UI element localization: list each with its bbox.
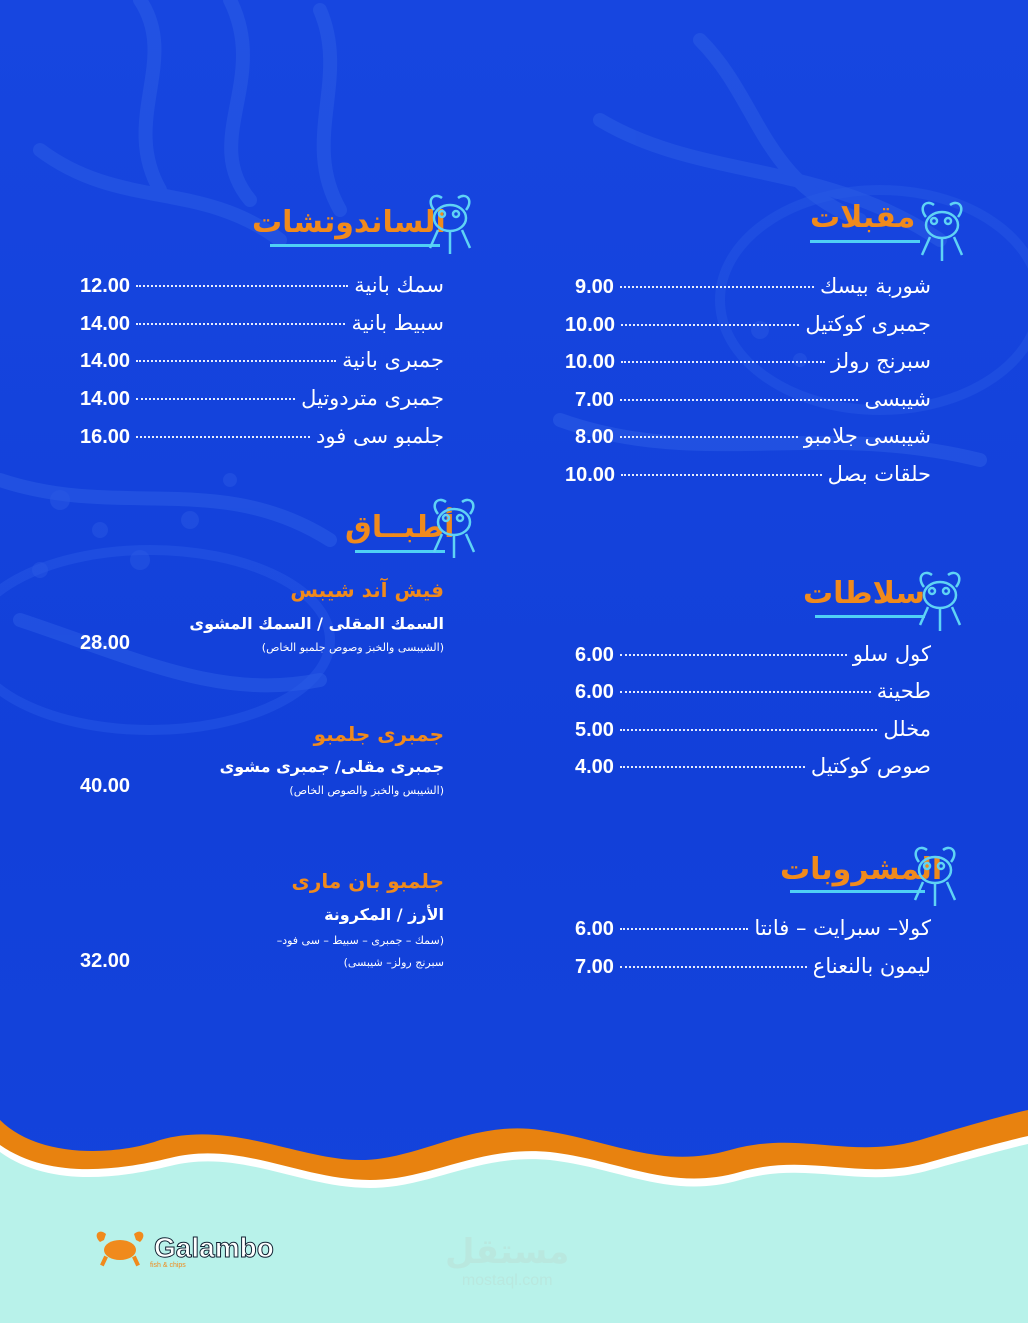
list-item: كول سلو 6.00 [575, 642, 931, 666]
dish-description: السمك المقلى / السمك المشوى [189, 614, 444, 633]
list-item: جلمبو سى فود 16.00 [80, 424, 444, 448]
list-item: جمبرى بانية 14.00 [80, 348, 444, 372]
list-item: كولا– سبرايت – فانتا 6.00 [575, 916, 931, 940]
sandwiches-title: الساندوتشات [252, 205, 446, 240]
salads-title: سلاطات [803, 576, 925, 611]
watermark-url: mostaql.com [461, 1272, 553, 1289]
dish-price: 28.00 [80, 632, 131, 654]
dish-price: 32.00 [80, 950, 131, 972]
sandwiches-underline [270, 244, 440, 247]
list-item: حلقات بصل 10.00 [565, 462, 931, 486]
drinks-title: المشروبات [780, 852, 943, 887]
list-item: شيبسى جلامبو 8.00 [575, 424, 931, 448]
appetizers-underline [810, 240, 920, 243]
list-item: مخلل 5.00 [575, 717, 931, 741]
brand-name: Galambo [154, 1232, 274, 1263]
dish-title: جمبرى جلمبو [313, 722, 444, 746]
dish-note: (الشيبسى والخبز وصوص جلمبو الخاص) [261, 641, 444, 654]
dish-description: جمبرى مقلى/ جمبرى مشوى [219, 757, 444, 776]
dish-description: الأرز / المكرونة [324, 905, 444, 924]
crab-icon [912, 195, 972, 265]
crab-icon [910, 565, 970, 635]
list-item: طحينة 6.00 [575, 679, 931, 703]
crab-icon [905, 840, 965, 910]
list-item: شوربة بيسك 9.00 [575, 274, 931, 298]
list-item: سبرنج رولز 10.00 [565, 349, 931, 373]
crab-icon [420, 188, 480, 258]
dishes-title: أطبــاق [345, 510, 455, 545]
salads-underline [815, 615, 925, 618]
dish-note: سبرنج رولز– شيبسى) [343, 956, 444, 969]
brand-tagline: fish & chips [150, 1262, 186, 1269]
appetizers-title: مقبلات [810, 200, 916, 235]
watermark-arabic: مستقل [445, 1232, 570, 1272]
dish-note: (سمك – جمبرى – سبيط – سى فود– [276, 934, 444, 947]
dish-note: (الشيبس والخبز والصوص الخاص) [289, 784, 444, 797]
watermark [445, 1232, 569, 1290]
dish-title: فيش آند شيبس [290, 578, 444, 602]
list-item: صوص كوكتيل 4.00 [575, 754, 931, 778]
list-item: جمبرى متردوتيل 14.00 [80, 386, 444, 410]
dish-title: جلمبو بان مارى [291, 869, 444, 893]
list-item: جمبرى كوكتيل 10.00 [565, 312, 931, 336]
crab-icon [424, 492, 484, 562]
crab-logo-icon [90, 1228, 150, 1268]
list-item: ليمون بالنعناع 7.00 [575, 954, 931, 978]
list-item: سمك بانية 12.00 [80, 273, 444, 297]
dish-price: 40.00 [80, 775, 131, 797]
list-item: شيبسى 7.00 [575, 387, 931, 411]
list-item: سبيط بانية 14.00 [80, 311, 444, 335]
